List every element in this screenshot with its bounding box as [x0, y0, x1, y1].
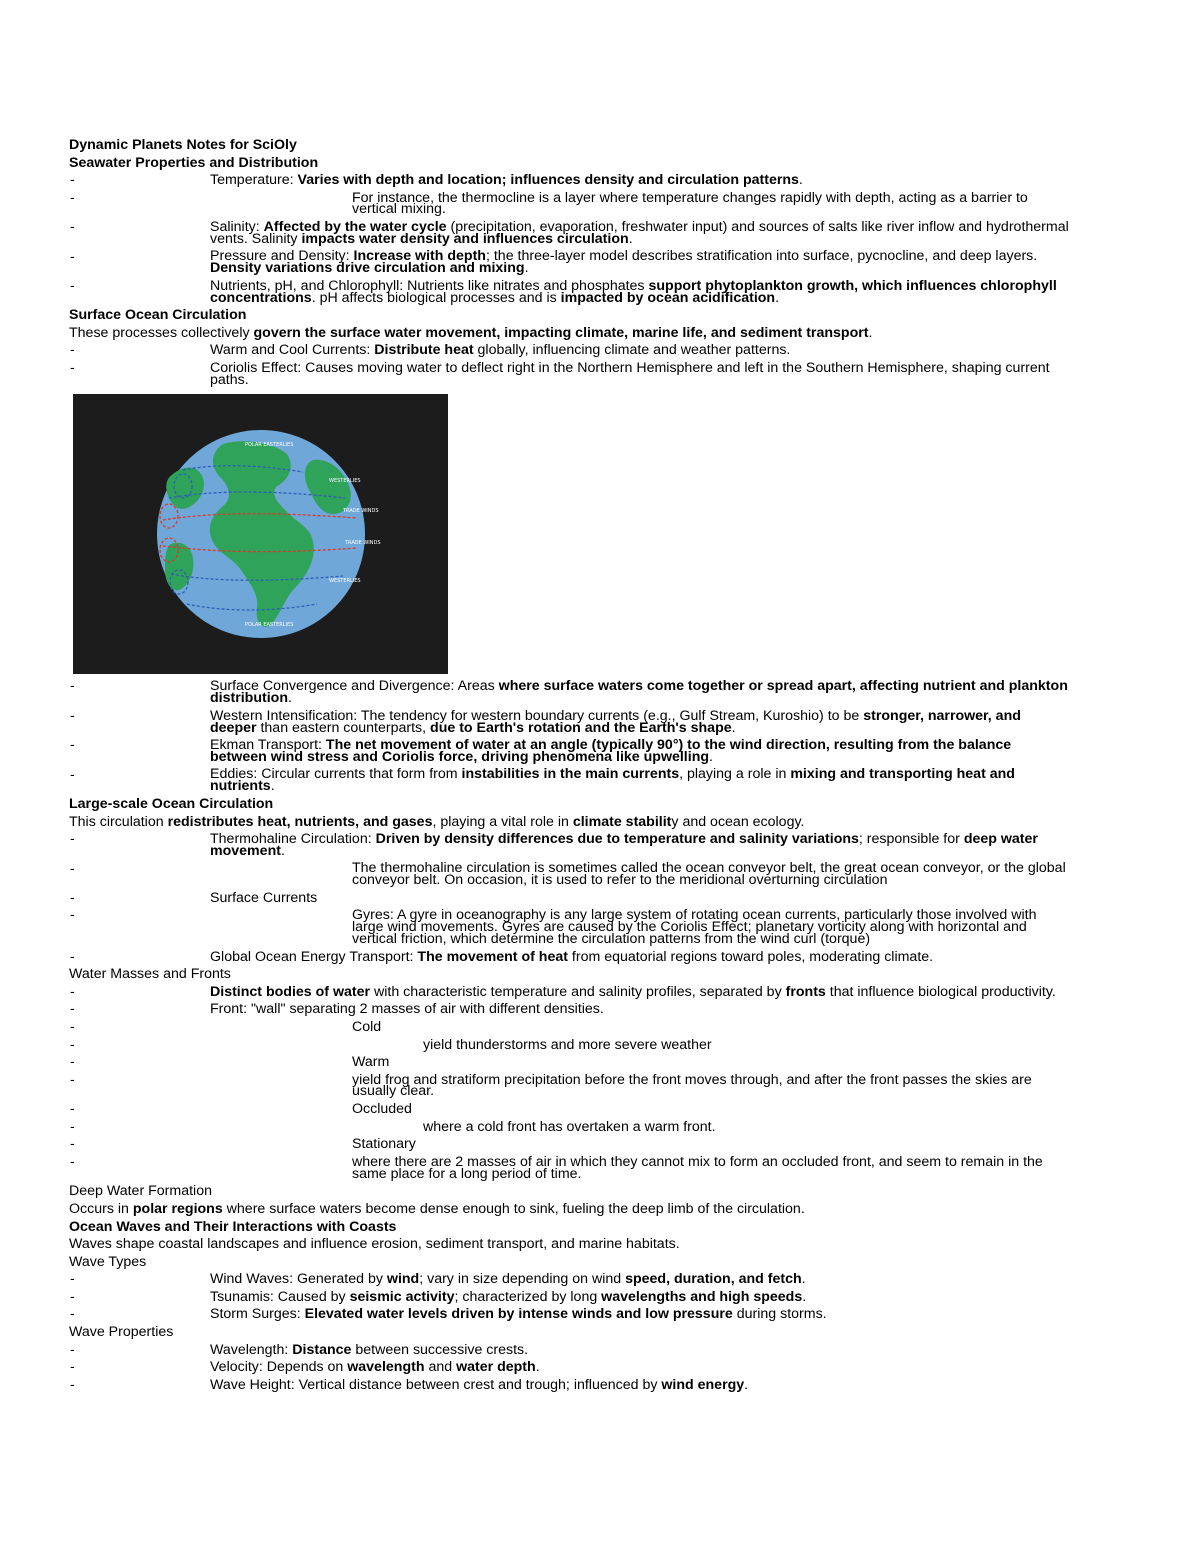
- list-item: [69, 767, 1069, 796]
- bullet-dash: -: [70, 766, 75, 783]
- list-item: [69, 1154, 1069, 1183]
- list-item: [69, 708, 1069, 737]
- list-item-text: For instance, the thermocline is a layer where temperature changes rapidly with depth, acting as a barrier to vertical mixing.: [352, 189, 1028, 218]
- list-item-text: Gyres: A gyre in oceanography is any large system of rotating ocean currents, particularly those involved with large wind movements. Gyres are caused by the Coriolis Effect; planetary vorticity along with horizontal and vertical friction, which determine the circulation patterns from the wind curl (torque): [352, 907, 1037, 947]
- list-item: [69, 278, 1069, 307]
- bullet-dash: -: [70, 277, 75, 294]
- list-item: [69, 1289, 1069, 1307]
- list-item-text: Thermohaline Circulation: Driven by density differences due to temperature and salinity variations; responsible for deep water movement.: [210, 831, 1038, 859]
- bullet-dash: -: [70, 1036, 75, 1053]
- list-item: [69, 1271, 1069, 1289]
- bullet-dash: -: [70, 1288, 75, 1305]
- list-item-text: Wave Height: Vertical distance between crest and trough; influenced by wind energy.: [210, 1376, 749, 1393]
- bullet-dash: -: [70, 1341, 75, 1358]
- list-item-text: Nutrients, pH, and Chlorophyll: Nutrients like nitrates and phosphates support phytoplankton growth, which influences chlorophyll concentrations. pH affects biological processes and is impacted by ocean acidification.: [210, 277, 1057, 306]
- list-item: [69, 342, 1069, 360]
- section-intro: This circulation redistributes heat, nutrients, and gases, playing a vital role in climate stability and ocean ecology.: [69, 813, 805, 830]
- section-intro: Waves shape coastal landscapes and influence erosion, sediment transport, and marine habitats.: [69, 1236, 680, 1253]
- list-item: [69, 360, 1069, 389]
- figure-label: TRADE WINDS: [345, 540, 381, 547]
- list-item: [69, 984, 1069, 1002]
- bullet-dash: -: [70, 1054, 75, 1071]
- subheading-wave-types: Wave Types: [69, 1253, 147, 1270]
- list-item: [69, 1072, 1069, 1101]
- bullet-dash: -: [70, 1019, 75, 1035]
- bullet-dash: -: [70, 360, 75, 377]
- list-item-text: Warm and Cool Currents: Distribute heat globally, influencing climate and weather patterns.: [210, 342, 791, 359]
- bullet-dash: -: [70, 907, 75, 924]
- section-intro: These processes collectively govern the surface water movement, impacting climate, marine life, and sediment transport.: [69, 324, 873, 341]
- section-heading-waves: Ocean Waves and Their Interactions with Coasts: [69, 1218, 397, 1235]
- list-item-text: Occluded: [352, 1101, 412, 1118]
- bullet-dash: -: [70, 1101, 75, 1118]
- list-item-text: Western Intensification: The tendency for western boundary currents (e.g., Gulf Stream, Kuroshio) to be stronger, narrower, and deeper than eastern counterparts, due to Earth's rotation and the Earth's shape.: [210, 707, 1021, 736]
- section-heading-deep-water: Deep Water Formation: [69, 1183, 212, 1200]
- bullet-dash: -: [70, 737, 75, 754]
- list-item-text: Ekman Transport: The net movement of water at an angle (typically 90°) to the wind direction, resulting from the balance between wind stress and Coriolis force, driving phenomena like upwelling.: [210, 737, 1012, 765]
- bullet-dash: -: [70, 983, 75, 1000]
- list-item-text: where there are 2 masses of air in which they cannot mix to form an occluded front, and seem to remain in the same place for a long period of time.: [352, 1153, 1043, 1182]
- list-item: [69, 1136, 1069, 1154]
- list-item: [69, 1377, 1069, 1395]
- list-item: [69, 737, 1069, 766]
- bullet-dash: -: [70, 1306, 75, 1323]
- list-item: [69, 861, 1069, 890]
- list-item-text: Velocity: Depends on wavelength and water depth.: [210, 1359, 540, 1376]
- list-item: [69, 1101, 1069, 1119]
- bullet-dash: -: [70, 1271, 75, 1288]
- list-item: [69, 1037, 1069, 1055]
- list-item: [69, 1054, 1069, 1072]
- section-heading-seawater: Seawater Properties and Distribution: [69, 154, 319, 171]
- bullet-dash: -: [70, 831, 75, 848]
- figure-label: WESTERLIES: [329, 478, 361, 485]
- list-item-text: Cold: [352, 1019, 382, 1035]
- list-item-text: Surface Currents: [210, 889, 318, 906]
- bullet-dash: -: [70, 189, 75, 206]
- list-item-text: where a cold front has overtaken a warm front.: [423, 1118, 716, 1135]
- list-item: [69, 1019, 1069, 1037]
- list-item: [69, 1306, 1069, 1324]
- figure-label: POLAR EASTERLIES: [245, 622, 294, 629]
- list-item: [69, 1001, 1069, 1019]
- bullet-dash: -: [70, 1071, 75, 1088]
- list-item: [69, 678, 1069, 707]
- list-item-text: Wind Waves: Generated by wind; vary in size depending on wind speed, duration, and fetch.: [210, 1271, 806, 1288]
- document-page: [69, 137, 1069, 1394]
- list-item-text: Distinct bodies of water with characteristic temperature and salinity profiles, separated by fronts that influence biological productivity.: [210, 983, 1056, 1000]
- section-intro: Occurs in polar regions where surface waters become dense enough to sink, fueling the deep limb of the circulation.: [69, 1200, 805, 1217]
- bullet-dash: -: [70, 248, 75, 265]
- list-item-text: Temperature: Varies with depth and location; influences density and circulation patterns.: [210, 172, 803, 189]
- list-item: [69, 249, 1069, 278]
- list-item: [69, 949, 1069, 967]
- list-item-text: Warm: [352, 1054, 390, 1071]
- list-item: [69, 1119, 1069, 1137]
- list-item: [69, 907, 1069, 948]
- list-item-text: Salinity: Affected by the water cycle (precipitation, evaporation, freshwater input) and sources of salts like river inflow and hydrothermal vents. Salinity impacts water density and influences circulation.: [210, 219, 1069, 247]
- list-item-text: Eddies: Circular currents that form from instabilities in the main currents, playing a role in mixing and transporting heat and nutrients.: [210, 766, 1015, 795]
- bullet-dash: -: [70, 219, 75, 236]
- bullet-dash: -: [70, 1136, 75, 1153]
- bullet-dash: -: [70, 678, 75, 695]
- section-heading-water-masses: Water Masses and Fronts: [69, 966, 231, 983]
- figure-label: WESTERLIES: [329, 578, 361, 585]
- list-item: [69, 190, 1069, 219]
- subheading-wave-properties: Wave Properties: [69, 1324, 174, 1341]
- list-item-text: Storm Surges: Elevated water levels driven by intense winds and low pressure during storms.: [210, 1306, 827, 1323]
- bullet-dash: -: [70, 1118, 75, 1135]
- list-item: [69, 831, 1069, 860]
- list-item-text: Tsunamis: Caused by seismic activity; characterized by long wavelengths and high speeds.: [210, 1288, 807, 1305]
- list-item-text: Global Ocean Energy Transport: The movement of heat from equatorial regions toward poles, moderating climate.: [210, 948, 934, 965]
- list-item: [69, 890, 1069, 908]
- list-item: [69, 1359, 1069, 1377]
- section-heading-surface: Surface Ocean Circulation: [69, 307, 247, 324]
- doc-title: Dynamic Planets Notes for SciOly: [69, 137, 297, 153]
- list-item-text: Stationary: [352, 1136, 416, 1153]
- bullet-dash: -: [70, 342, 75, 359]
- list-item: [69, 1342, 1069, 1360]
- bullet-dash: -: [70, 948, 75, 965]
- list-item: [69, 219, 1069, 248]
- list-item-text: Front: "wall" separating 2 masses of air with different densities.: [210, 1001, 604, 1018]
- list-item: [69, 172, 1069, 190]
- bullet-dash: -: [70, 889, 75, 906]
- bullet-dash: -: [70, 1153, 75, 1170]
- global-wind-circulation-figure: [73, 394, 448, 674]
- figure-label: TRADE WINDS: [343, 508, 379, 515]
- bullet-dash: -: [70, 707, 75, 724]
- list-item-text: yield thunderstorms and more severe weather: [423, 1036, 712, 1053]
- bullet-dash: -: [70, 860, 75, 877]
- globe-diagram: [73, 394, 448, 674]
- figure-label: POLAR EASTERLIES: [245, 442, 294, 449]
- bullet-dash: -: [70, 1359, 75, 1376]
- list-item-text: The thermohaline circulation is sometimes called the ocean conveyor belt, the great ocean conveyor, or the global conveyor belt. On occasion, it is used to refer to the meridional overturning circulation: [352, 860, 1066, 889]
- bullet-dash: -: [70, 1001, 75, 1018]
- list-item-text: Surface Convergence and Divergence: Areas where surface waters come together or spread apart, affecting nutrient and plankton distribution.: [210, 678, 1068, 707]
- list-item-text: Pressure and Density: Increase with depth; the three-layer model describes stratification into surface, pycnocline, and deep layers. Density variations drive circulation and mixing.: [210, 248, 1038, 277]
- list-item-text: yield frog and stratiform precipitation before the front moves through, and after the front passes the skies are usually clear.: [352, 1071, 1032, 1100]
- list-item-text: Wavelength: Distance between successive crests.: [210, 1341, 529, 1358]
- section-heading-large-scale: Large-scale Ocean Circulation: [69, 795, 274, 812]
- list-item-text: Coriolis Effect: Causes moving water to deflect right in the Northern Hemisphere and left in the Southern Hemisphere, shaping current paths.: [210, 359, 1050, 388]
- bullet-dash: -: [70, 1376, 75, 1393]
- bullet-dash: -: [70, 172, 75, 189]
